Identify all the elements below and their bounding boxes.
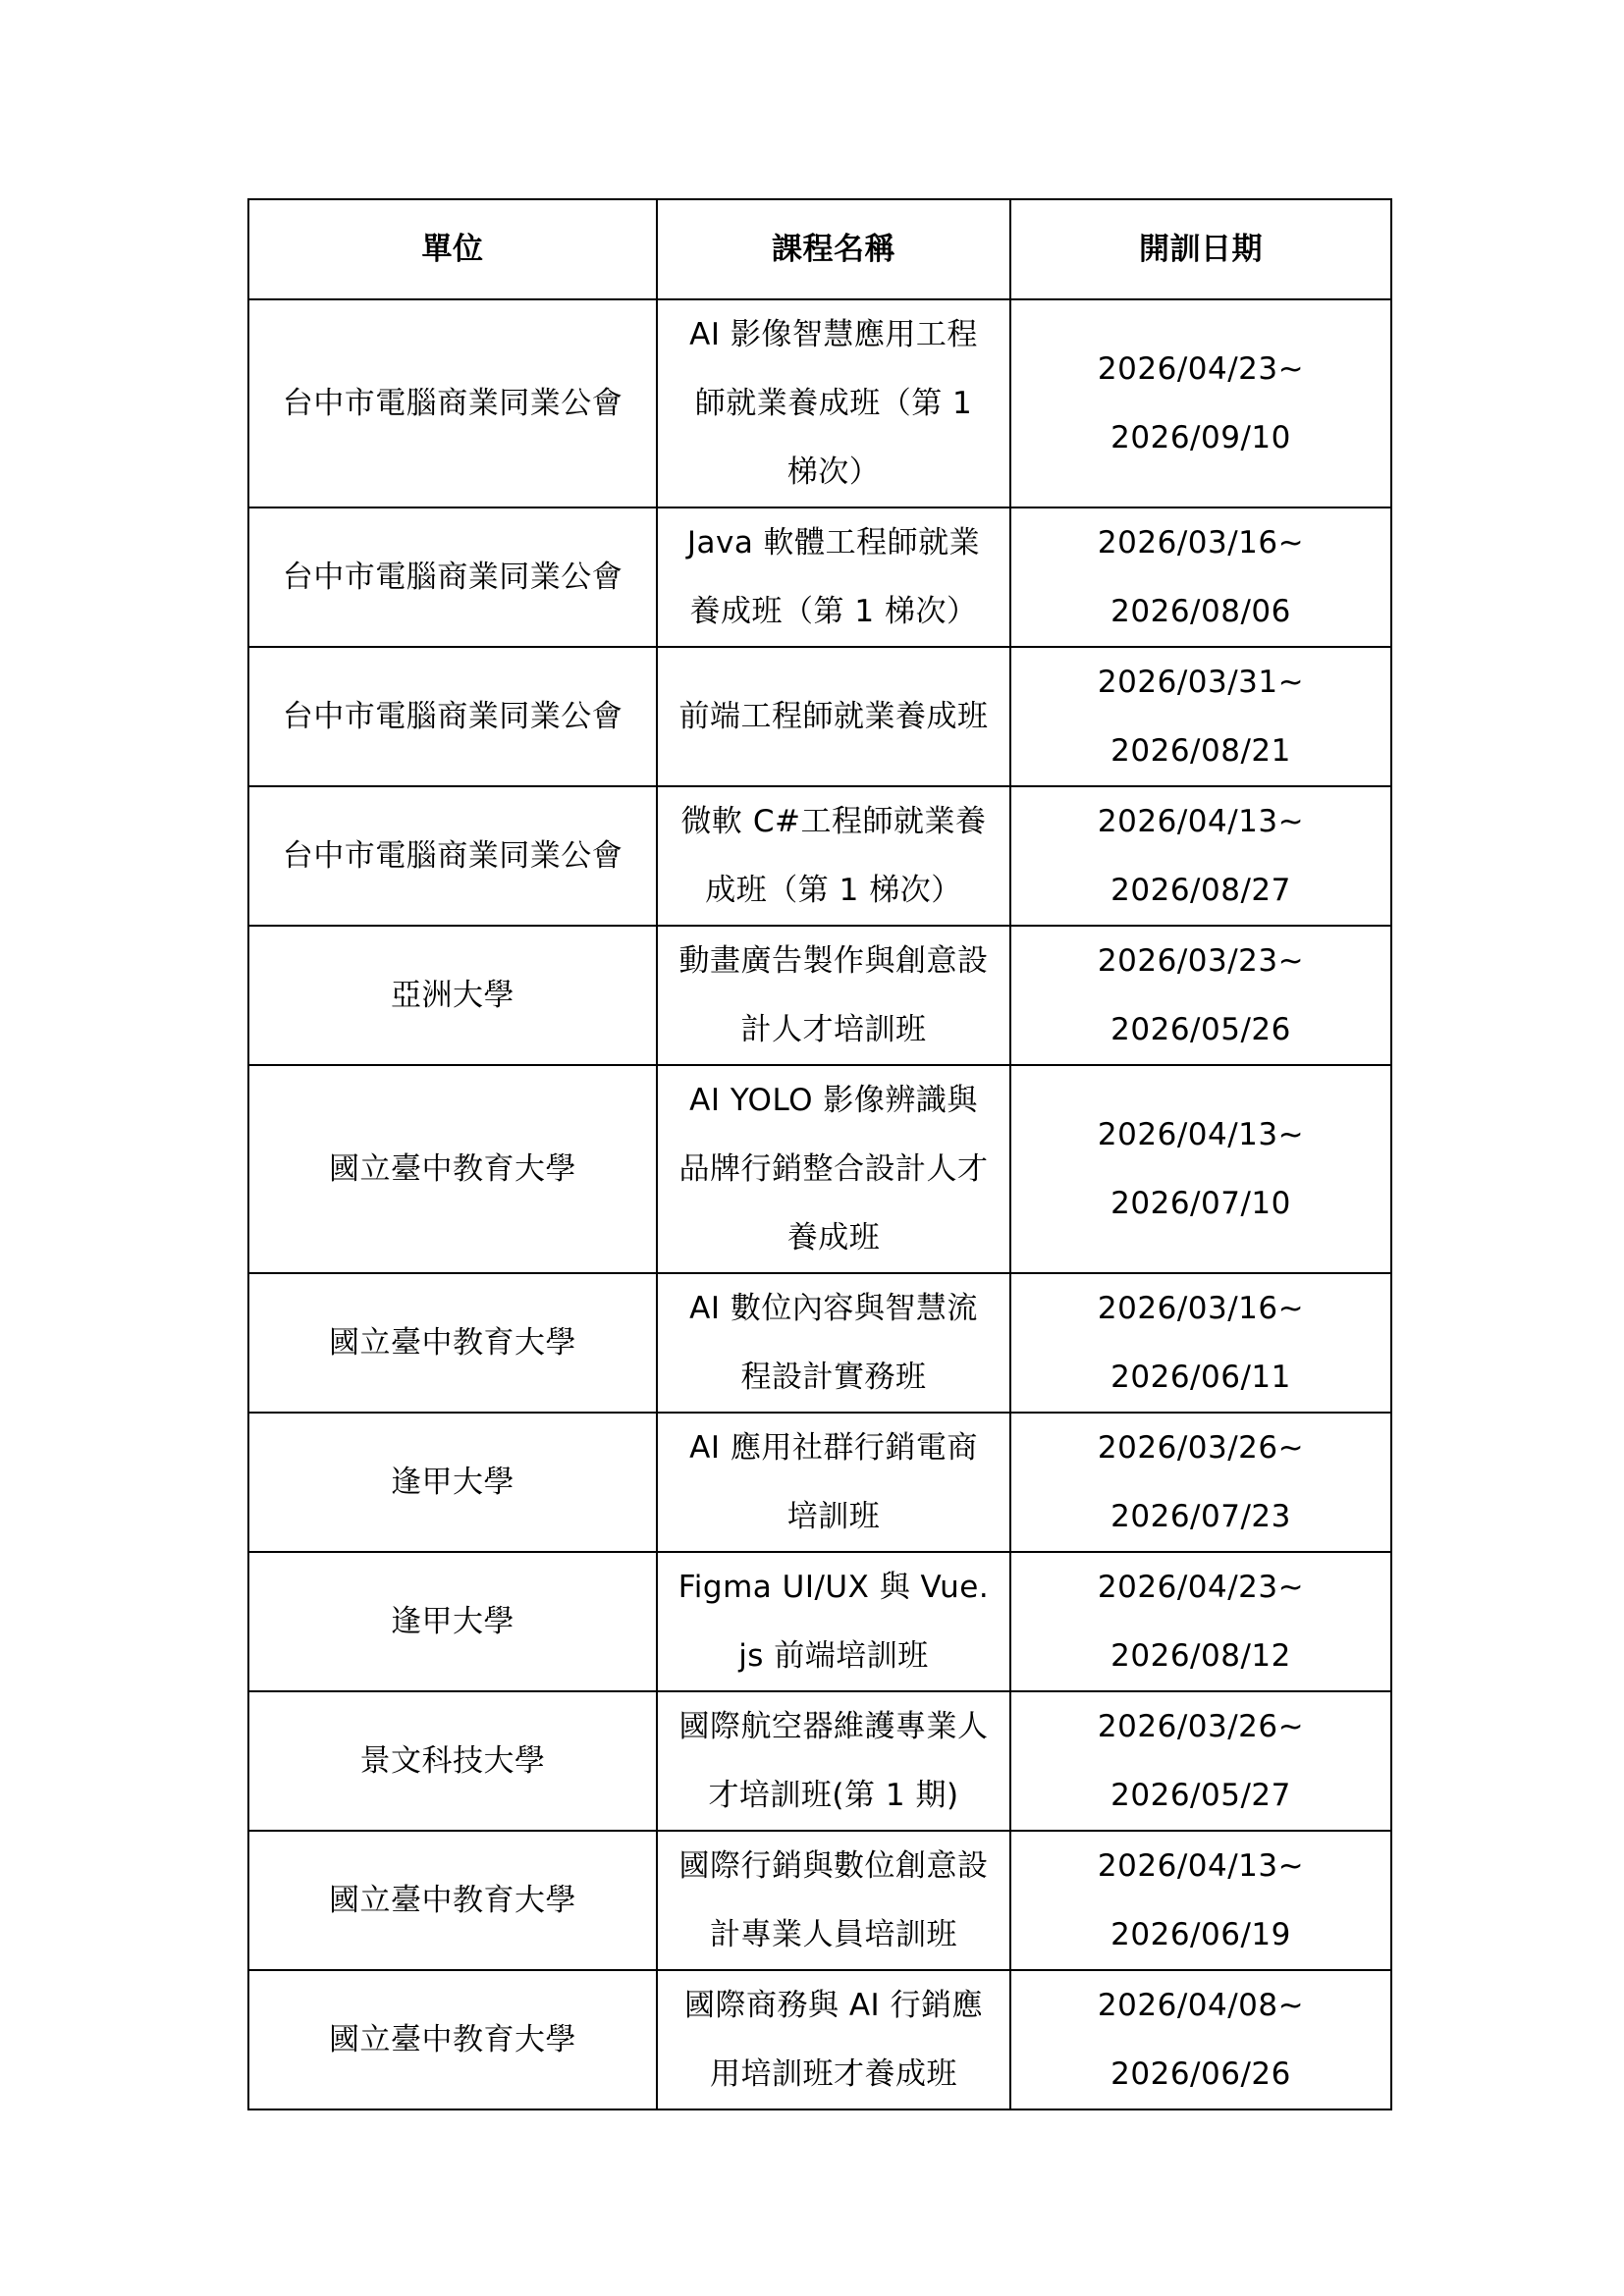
end-date: 2026/06/26 xyxy=(1110,2056,1291,2092)
table-row xyxy=(248,1831,1391,1970)
start-date: 2026/03/16~ xyxy=(1097,1291,1305,1326)
cell-date xyxy=(1010,1273,1391,1413)
cell-course-name: AI 影像智慧應用工程師就業養成班（第 1 梯次） xyxy=(657,299,1010,507)
cell-date xyxy=(1010,926,1391,1065)
cell-course-name: 動畫廣告製作與創意設計人才培訓班 xyxy=(657,926,1010,1065)
start-date: 2026/03/26~ xyxy=(1097,1430,1305,1466)
start-date: 2026/03/16~ xyxy=(1097,525,1305,561)
cell-date xyxy=(1010,1065,1391,1273)
end-date: 2026/08/06 xyxy=(1110,594,1291,629)
cell-course-name: 國際行銷與數位創意設計專業人員培訓班 xyxy=(657,1831,1010,1970)
table-row xyxy=(248,1691,1391,1831)
table-row xyxy=(248,1552,1391,1691)
start-date: 2026/04/13~ xyxy=(1097,804,1305,839)
cell-date xyxy=(1010,647,1391,786)
cell-date xyxy=(1010,1831,1391,1970)
cell-date xyxy=(1010,507,1391,647)
end-date: 2026/08/12 xyxy=(1110,1638,1291,1674)
cell-date xyxy=(1010,1691,1391,1831)
table-row xyxy=(248,1970,1391,2109)
end-date: 2026/08/21 xyxy=(1110,733,1291,769)
start-date: 2026/04/23~ xyxy=(1097,1570,1305,1605)
cell-unit: 逢甲大學 xyxy=(248,1413,657,1552)
cell-course-name: AI 應用社群行銷電商培訓班 xyxy=(657,1413,1010,1552)
cell-unit: 台中市電腦商業同業公會 xyxy=(248,299,657,507)
cell-course-name: AI YOLO 影像辨識與品牌行銷整合設計人才養成班 xyxy=(657,1065,1010,1273)
table-header-row xyxy=(248,199,1391,299)
cell-course-name: 國際商務與 AI 行銷應用培訓班才養成班 xyxy=(657,1970,1010,2109)
table-row xyxy=(248,1413,1391,1552)
end-date: 2026/06/11 xyxy=(1110,1360,1291,1395)
end-date: 2026/05/27 xyxy=(1110,1778,1291,1813)
start-date: 2026/04/13~ xyxy=(1097,1848,1305,1884)
cell-date xyxy=(1010,1552,1391,1691)
table-row xyxy=(248,786,1391,926)
cell-unit: 國立臺中教育大學 xyxy=(248,1970,657,2109)
cell-unit: 景文科技大學 xyxy=(248,1691,657,1831)
table-row xyxy=(248,299,1391,507)
cell-date xyxy=(1010,1970,1391,2109)
cell-unit: 國立臺中教育大學 xyxy=(248,1831,657,1970)
cell-unit: 台中市電腦商業同業公會 xyxy=(248,507,657,647)
start-date: 2026/04/13~ xyxy=(1097,1117,1305,1152)
end-date: 2026/09/10 xyxy=(1110,420,1291,455)
cell-date xyxy=(1010,299,1391,507)
table-row xyxy=(248,507,1391,647)
cell-course-name: 國際航空器維護專業人才培訓班(第 1 期) xyxy=(657,1691,1010,1831)
training-course-table xyxy=(247,198,1392,2110)
start-date: 2026/03/23~ xyxy=(1097,943,1305,979)
table-row xyxy=(248,926,1391,1065)
end-date: 2026/07/23 xyxy=(1110,1499,1291,1534)
cell-date xyxy=(1010,1413,1391,1552)
table-row xyxy=(248,647,1391,786)
end-date: 2026/06/19 xyxy=(1110,1917,1291,1952)
end-date: 2026/05/26 xyxy=(1110,1012,1291,1047)
start-date: 2026/04/23~ xyxy=(1097,351,1305,387)
cell-date xyxy=(1010,786,1391,926)
table-body xyxy=(248,299,1391,2109)
cell-unit: 亞洲大學 xyxy=(248,926,657,1065)
cell-unit: 逢甲大學 xyxy=(248,1552,657,1691)
table-row xyxy=(248,1273,1391,1413)
start-date: 2026/04/08~ xyxy=(1097,1988,1305,2023)
header-start-date: 開訓日期 xyxy=(1010,199,1391,299)
end-date: 2026/07/10 xyxy=(1110,1186,1291,1221)
cell-unit: 台中市電腦商業同業公會 xyxy=(248,647,657,786)
cell-course-name: Java 軟體工程師就業養成班（第 1 梯次） xyxy=(657,507,1010,647)
cell-unit: 國立臺中教育大學 xyxy=(248,1273,657,1413)
table-row xyxy=(248,1065,1391,1273)
cell-unit: 台中市電腦商業同業公會 xyxy=(248,786,657,926)
start-date: 2026/03/26~ xyxy=(1097,1709,1305,1744)
cell-course-name: 微軟 C#工程師就業養成班（第 1 梯次） xyxy=(657,786,1010,926)
header-course-name: 課程名稱 xyxy=(657,199,1010,299)
cell-course-name: 前端工程師就業養成班 xyxy=(657,647,1010,786)
header-unit: 單位 xyxy=(248,199,657,299)
cell-unit: 國立臺中教育大學 xyxy=(248,1065,657,1273)
start-date: 2026/03/31~ xyxy=(1097,665,1305,700)
cell-course-name: AI 數位內容與智慧流程設計實務班 xyxy=(657,1273,1010,1413)
cell-course-name: Figma UI/UX 與 Vue.js 前端培訓班 xyxy=(657,1552,1010,1691)
end-date: 2026/08/27 xyxy=(1110,873,1291,908)
